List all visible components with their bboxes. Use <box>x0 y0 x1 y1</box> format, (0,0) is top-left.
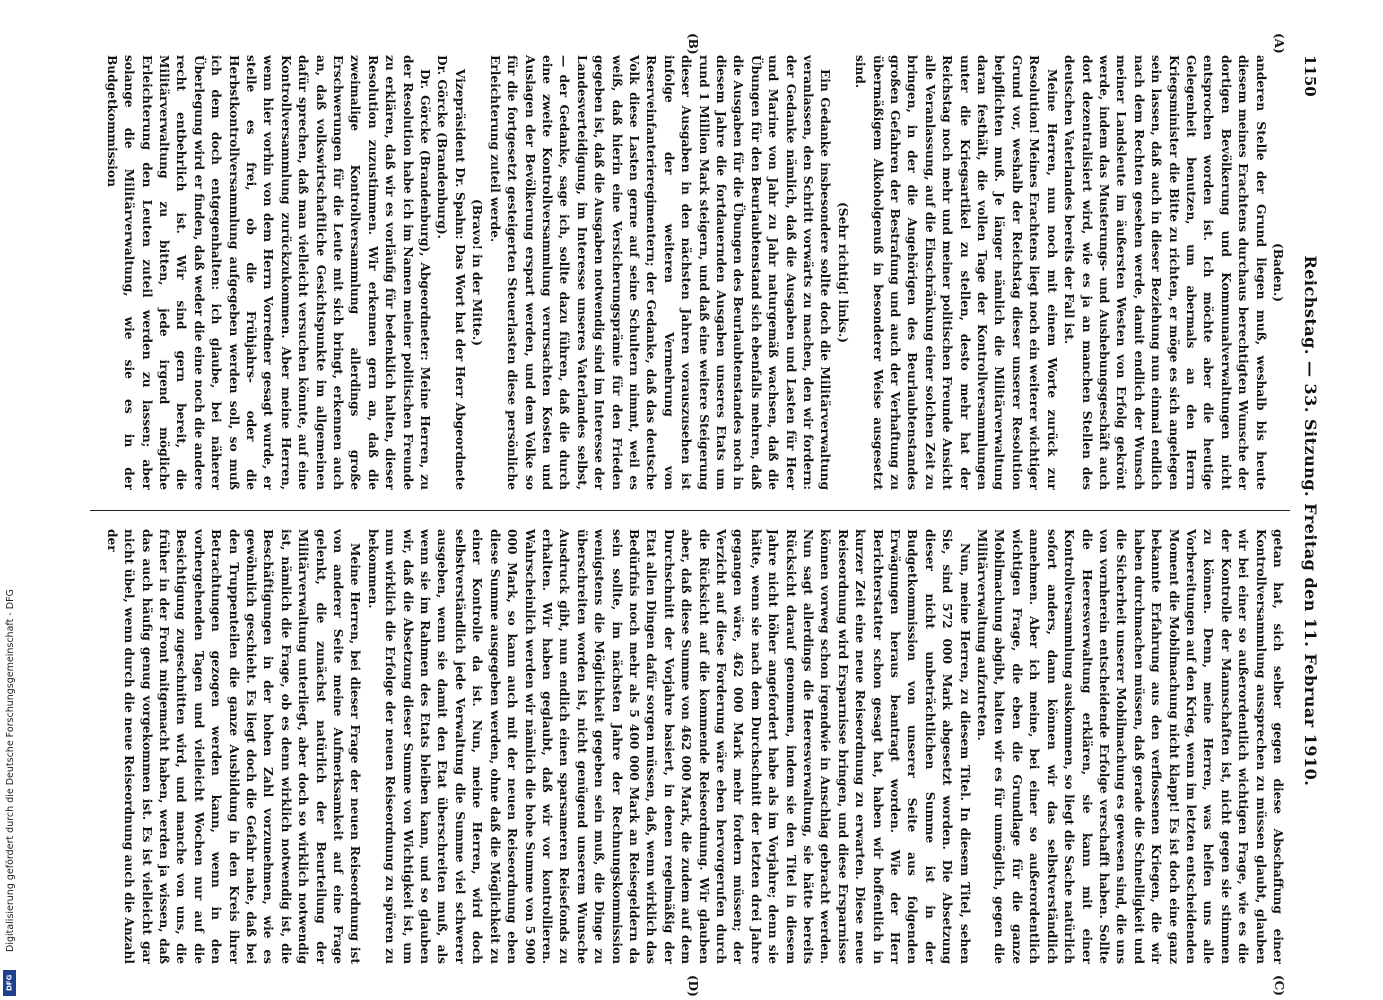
left-column <box>86 55 1286 490</box>
interjection: (Sehr richtig! links.) <box>835 202 850 343</box>
column-divider <box>90 510 1290 511</box>
speaker-region: (Baden.) <box>1271 242 1285 303</box>
page-header <box>1294 55 1320 975</box>
paragraph: Meine Herren, nun noch mit einem Worte zurück zur Resolution! Meines Erachtens liegt noch ein weiterer wichtiger Grund vor, weshalb der Reichstag dieser unserer Resolution beipflichten muß. Je länger nämlich die Militärverwaltung daran festhält, die vollen Tage der Kontrollversammlungen unter die Kriegsartikel zu stellen, desto mehr hat der Reichstag noch mehr und meiner politischen Freunde Ansicht alle Veranlassung, auf die Einschränkung einer solchen Zeit zu bringen, in der die Angehörigen des Beurlaubtenstandes großen Gefahren der Bestrafung und auch der Verhaftung zu übermäßigem Alkoholgenuß in besonderer Weise ausgesetzt sind. <box>853 55 1059 490</box>
paragraph: Meine Herren, bei dieser Frage der neuen Reiseordnung ist von anderer Seite meine Aufmerksamkeit auf eine Frage gelenkt, die zunächst natürlich der Beurteilung der Militärverwaltung unterliegt, aber doch so wirklich notwendig ist, nämlich die Frage, ob es denn wirklich notwendig ist, die Beschäftigungen in der hohen Zahl vorzunehmen, wie es gewöhnlich geschieht. Es liegt doch die Gefahr nahe, daß bei den Truppenteilen die ganze Ausbildung in den Kreis ihrer Betrachtungen gezogen werden kann, wenn in den vorhergehenden Tagen und vielleicht Wochen nur auf die Besichtigung zugeschnitten wird, und manche von uns, die früher in der Front mitgemacht haben, werden ja wissen, daß das auch häufig genug vorgekommen ist. Es ist vielleicht gar nicht übel, wenn durch die neue Reiseordnung auch die Anzahl der <box>104 529 363 964</box>
digitization-credit <box>4 2 18 992</box>
paragraph: getan hat, sich selber gegen diese Abschaffung einer Kontrollversammlung aussprechen zu müssen glaubt, glauben wir bei einer so außerordentlich wichtigen Frage, wie es die der Kontrolle der Mannschaften ist, nicht gegen sie stimmen zu können. Denn, meine Herren, was helfen uns alle Vorbereitungen auf den Krieg, wenn im letzten entscheidenden Moment die Mobilmachung nicht klappt! Es ist doch eine ganz bekannte Erfahrung aus den verflossenen Kriegen, die wir haben durchmachen müssen, daß gerade die Schnelligkeit und die Sicherheit unserer Mobilmachung es gewesen sind, die uns von vornherein entscheidende Erfolge verschafft haben. Sollte die Heeresverwaltung erklären, sie kann mit einer Kontrollversammlung auskommen, so liegt die Sache natürlich sofort anders, dann können wir das selbstverständlich annehmen. Aber ich meine, bei einer so außerordentlich wichtigen Frage, die eben die Grundlage für die ganze Mobilmachung abgibt, halten wir es für unmöglich, gegen die Militärverwaltung aufzutreten. <box>975 529 1285 964</box>
paragraph: Nun, meine Herren, zu diesem Titel. In diesem Titel, sehen Sie, sind 572 000 Mark abgesetzt worden. Die Absetzung dieser nicht unbeträchtlichen Summe ist in der Budgetkommission von unserer Seite aus folgenden Erwägungen heraus beantragt worden. Wie der Herr Berichterstatter schon gesagt hat, haben wir hoffentlich in kurzer Zeit eine neue Reiseordnung zu erwarten. Diese neue Reiseordnung wird Ersparnisse bringen, und diese Ersparnisse können vorweg schon irgendwie in Anschlag gebracht werden. Nun sagt allerdings die Heeresverwaltung, sie hätte bereits Rücksicht darauf genommen, indem sie den Titel in diesem Jahre nicht höher angefordert habe als im Vorjahre; denn sie hätte, wenn sie nach dem Durchschnitt der letzten drei Jahre gegangen wäre, 462 000 Mark mehr fordern müssen; der Verzicht auf diese Forderung wäre eben hervorgerufen durch die Rücksicht auf die kommende Reiseordnung. Wir glauben aber, daß diese Summe von 462 000 Mark, die zudem auf dem Durchschnitt der Vorjahre basiert, in denen regelmäßig der Etat allen Dingen dafür sorgen müssen, daß, wenn wirklich das Bedürfnis noch mehr als 5 400 000 Mark an Reisegeldern da sein sollte, im nächsten Jahre der Rechnungskommission wenigstens die Möglichkeit gegeben sein muß, die Dinge zu überschreiten worden ist, nicht genügend unserem Wunsche Ausdruck gibt, nun endlich einen sparsameren Reisefonds zu erhalten. Wir haben geglaubt, daß wir vor kontrollieren. Wahrscheinlich werden wir nämlich die hohe Summe von 5 900 000 Mark, so kann auch mit der neuen Reiseordnung eben diese Summe ausgegeben werden, ohne daß die Möglichkeit zu einer Kontrolle da ist. Nun, meine Herren, wird doch selbstverständlich jede Verwaltung die Summe viel schwerer ausgeben, wenn sie damit den Etat überschreiten muß, als wenn sie im Rahmen des Etats bleiben kann, und so glauben wir, daß die Absetzung dieser Summe von Wichtigkeit ist, um nun wirklich die Erfolge der neuen Reiseordnung zu spüren zu bekommen. <box>365 529 972 964</box>
page-number: 1150 <box>1301 55 1319 97</box>
credit-text: Digitalisierung gefördert durch die Deutsche Forschungsgemeinschaft - DFG <box>5 589 16 952</box>
paragraph: Vizepräsident Dr. Spahn: Das Wort hat der Herr Abgeordnete Dr. Görcke (Brandenburg). <box>435 55 467 490</box>
page-title: Reichstag. — 33. Sitzung. Freitag den 11. Februar 1910. <box>1301 255 1320 787</box>
margin-mark-d: (D) <box>686 975 700 997</box>
interjection: (Bravo! in der Mitte.) <box>470 198 485 346</box>
paragraph: Dr. Görcke (Brandenburg), Abgeordneter: Meine Herren, zu der Resolution habe ich im Namen meiner politischen Freunde zu erklären, daß wir es vorläufig für bedenklich halten, dieser Resolution zuzustimmen. Wir erkennen gern an, daß die zweimalige Kontrollversammlung allerdings große Erschwerungen für die Leute mit sich bringt, erkennen auch an, daß volkswirtschaftliche Gesichtspunkte im allgemeinen dafür sprechen, daß man vielleicht versuchen könnte, auf eine Kontrollversammlung zurückzukommen. Aber meine Herren, wenn hier vorhin von dem Herrn Vorredner gesagt wurde, er stelle es frei, ob die Frühjahrs- oder die Herbstkontrollversammlung aufgegeben werden soll, so muß ich dem doch entgegenhalten: ich glaube, bei näherer Überlegung wird er finden, daß weder die eine noch die andere recht entbehrlich ist. Wir sind gern bereit, die Militärverwaltung zu bitten, jede irgend mögliche Erleichterung den Leuten zuteil werden zu lassen; aber solange die Militärverwaltung, wie sie es in der Budgetkommission <box>104 55 433 490</box>
paragraph: anderen Stelle der Grund liegen muß, weshalb bis heute diesem meines Erachtens durchaus berechtigten Wunsche der dortigen Bevölkerung und Kommunalverwaltungen nicht entsprochen worden ist. Ich möchte aber die heutige Gelegenheit benutzen, um abermals an den Herrn Kriegsminister die Bitte zu richten, er möge es sich angelegen sein lassen, daß auch in dieser Beziehung nun einmal endlich nach dem Rechten gesehen werde, damit endlich der Wunsch meiner Landsleute im äußersten Westen von Erfolg gekrönt werde, indem das Musterungs- und Aushebungsgeschäft auch dort dezentralisiert wird, wie es ja an manchen Stellen des deutschen Vaterlandes bereits der Fall ist. <box>1062 55 1268 490</box>
margin-mark-b: (B) <box>686 33 700 55</box>
paragraph: Ein Gedanke insbesondere sollte doch die Militärverwaltung veranlassen, den Schritt vorwärts zu machen, den wir fordern: der Gedanke nämlich, daß die Ausgaben und Lasten für Heer und Marine von Jahr zu Jahr naturgemäß wachsen, daß die Übungen für den Beurlaubtenstand sich ebenfalls mehren, daß die Ausgaben für die Übungen des Beurlaubtenstandes noch in diesem Jahre die fortdauernden Ausgaben unseres Etats um rund 1 Million Mark steigern, und daß eine weitere Steigerung dieser Ausgaben in den nächsten Jahren vorauszusehen ist infolge der weiteren Vermehrung von Reserveinfanterieregimentern; der Gedanke, daß das deutsche Volk diese Lasten gerne auf seine Schultern nimmt, weil es weiß, daß hierin eine Versicherungsprämie für den Frieden gegeben ist, daß die Ausgaben notwendig sind im Interesse der Landesverteidigung, im Interesse unseres Vaterlandes selbst, — der Gedanke, sage ich, sollte dazu führen, daß die durch eine zweite Kontrollversammlung verursachten Kosten und Auslagen der Bevölkerung erspart werden, und dem Volke so für die fortgesetzt gesteigerten Steuerlasten diese persönliche Erleichterung zuteil werde. <box>487 55 833 490</box>
newspaper-page <box>75 33 1320 997</box>
right-column <box>86 529 1286 964</box>
margin-mark-c: (C) <box>1272 975 1286 996</box>
margin-mark-a: (A) <box>1272 33 1286 54</box>
dfg-logo: DFG <box>3 970 16 996</box>
